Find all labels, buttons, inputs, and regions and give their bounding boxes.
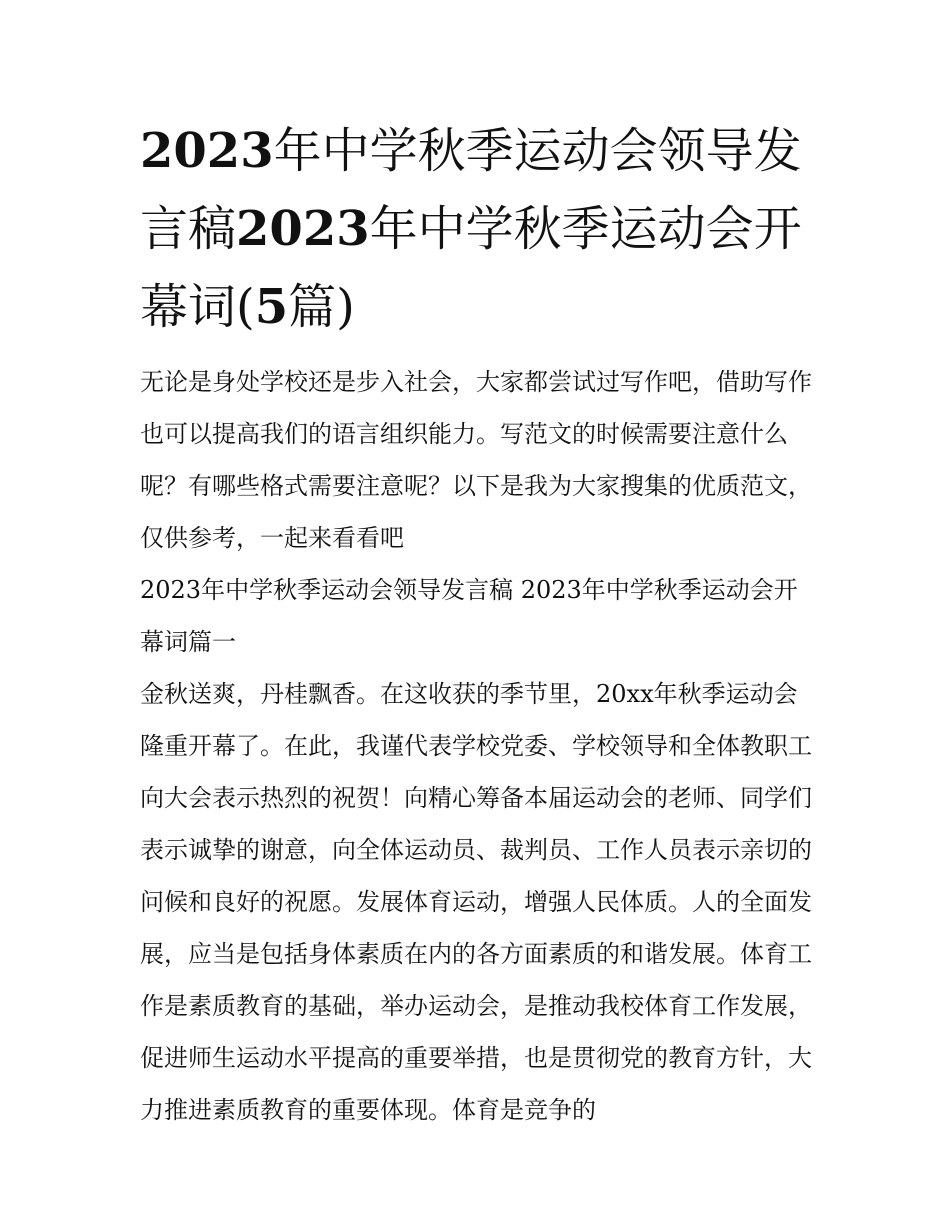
title-text-3: 篇) <box>288 279 355 335</box>
title-year-1: 2023 <box>140 123 274 179</box>
title-text-2: 年中学秋季运动会开幕词( <box>140 201 802 335</box>
title-count: 5 <box>254 279 289 335</box>
document-content <box>140 112 820 1136</box>
title-text-1: 年中学秋季运动会领导发言稿 <box>140 123 802 257</box>
title-year-2: 2023 <box>236 201 370 257</box>
speech-paragraph: 金秋送爽，丹桂飘香。在这收获的季节里，20xx年秋季运动会隆重开幕了。在此，我谨代表学校党委、学校领导和全体教职工向大会表示热烈的祝贺！向精心筹备本届运动会的老师、同学们表示诚挚的谢意，向全体运动员、裁判员、工作人员表示亲切的问候和良好的祝愿。发展体育运动，增强人民体质。人的全面发展，应当是包括身体素质在内的各方面素质的和谐发展。体育工作是素质教育的基础，举办运动会，是推动我校体育工作发展，促进师生运动水平提高的重要举措，也是贯彻党的教育方针，大力推进素质教育的重要体现。体育是竞争的 <box>140 680 812 1124</box>
document-body <box>140 356 820 1136</box>
document-title <box>140 112 820 346</box>
intro-paragraph: 无论是身处学校还是步入社会，大家都尝试过写作吧，借助写作也可以提高我们的语言组织能力。写范文的时候需要注意什么呢？有哪些格式需要注意呢？以下是我为大家搜集的优质范文，仅供参考，一起来看看吧 <box>140 368 812 552</box>
section-heading: 2023年中学秋季运动会领导发言稿 2023年中学秋季运动会开幕词篇一 <box>140 576 798 656</box>
